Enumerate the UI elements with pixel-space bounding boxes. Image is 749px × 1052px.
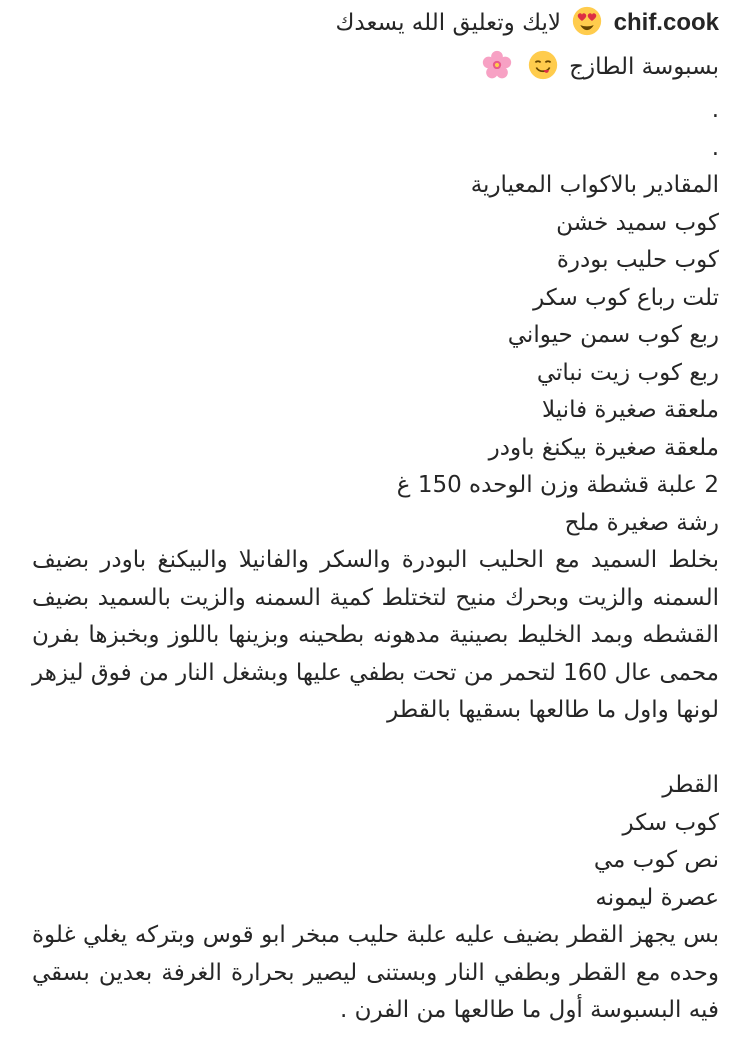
ingredients-title: المقادير بالاكواب المعيارية bbox=[470, 172, 719, 198]
username-link[interactable]: chif.cook bbox=[613, 9, 719, 36]
syrup-ingredient-item: نص كوب مي bbox=[593, 847, 719, 873]
separator-dot-1: . bbox=[711, 97, 719, 123]
blank-line bbox=[32, 730, 719, 768]
caption-header-line bbox=[32, 4, 719, 49]
ingredient-item: ملعقة صغيرة فانيلا bbox=[542, 397, 719, 423]
ingredient-item: تلت رباع كوب سكر bbox=[533, 284, 719, 311]
syrup-ingredient-item: عصرة ليمونه bbox=[595, 884, 719, 911]
ingredient-item: ربع كوب زيت نباتي bbox=[536, 359, 719, 386]
yum-face-emoji-icon bbox=[528, 50, 558, 93]
ingredient-item: 2 علبة قشطة وزن الوحده 150 غ bbox=[396, 472, 719, 498]
caption-line-2: بسبوسة الطازج bbox=[569, 53, 719, 80]
syrup-ingredient-item: كوب سكر bbox=[622, 809, 719, 836]
syrup-title: القطر bbox=[662, 772, 719, 798]
separator-dot-2: . bbox=[711, 134, 719, 161]
heart-eyes-emoji-icon bbox=[572, 6, 602, 49]
caption-title-line bbox=[32, 49, 719, 93]
method-paragraph: بخلط السميد مع الحليب البودرة والسكر والفانيلا والبيكنغ باودر بضيف السمنه والزيت وبحرك منيح لتختلط كمية السمنه والزيت بالسميد بضيف القشطه وبمد الخليط بصينية مدهونه بطحينه وبزينها باللوز وبخبزها بفرن محمى عال 160 لتحمر من تحت بطفي عليها وبشغل النار من فوق ليزهر لونها واول ما طالعها بسقيها بالقطر bbox=[32, 547, 719, 723]
ingredient-item: كوب حليب بودرة bbox=[556, 247, 719, 273]
ingredient-item: كوب سميد خشن bbox=[556, 209, 719, 236]
ingredient-item: ربع كوب سمن حيواني bbox=[507, 322, 719, 348]
cherry-blossom-emoji-icon bbox=[482, 50, 512, 93]
post-caption bbox=[32, 4, 719, 1030]
ingredient-item: ملعقة صغيرة بيكنغ باودر bbox=[488, 434, 719, 461]
caption-line-1: لايك وتعليق الله يسعدك bbox=[335, 10, 562, 36]
syrup-method-paragraph: بس يجهز القطر بضيف عليه علبة حليب مبخر ابو قوس وبتركه يغلي غلوة وحده مع القطر وبطفي النار وبستنى ليصير بحرارة الغرفة بعدين بسقي فيه البسبوسة أول ما طالعها من الفرن . bbox=[32, 922, 719, 1023]
ingredient-item: رشة صغيرة ملح bbox=[564, 509, 719, 536]
